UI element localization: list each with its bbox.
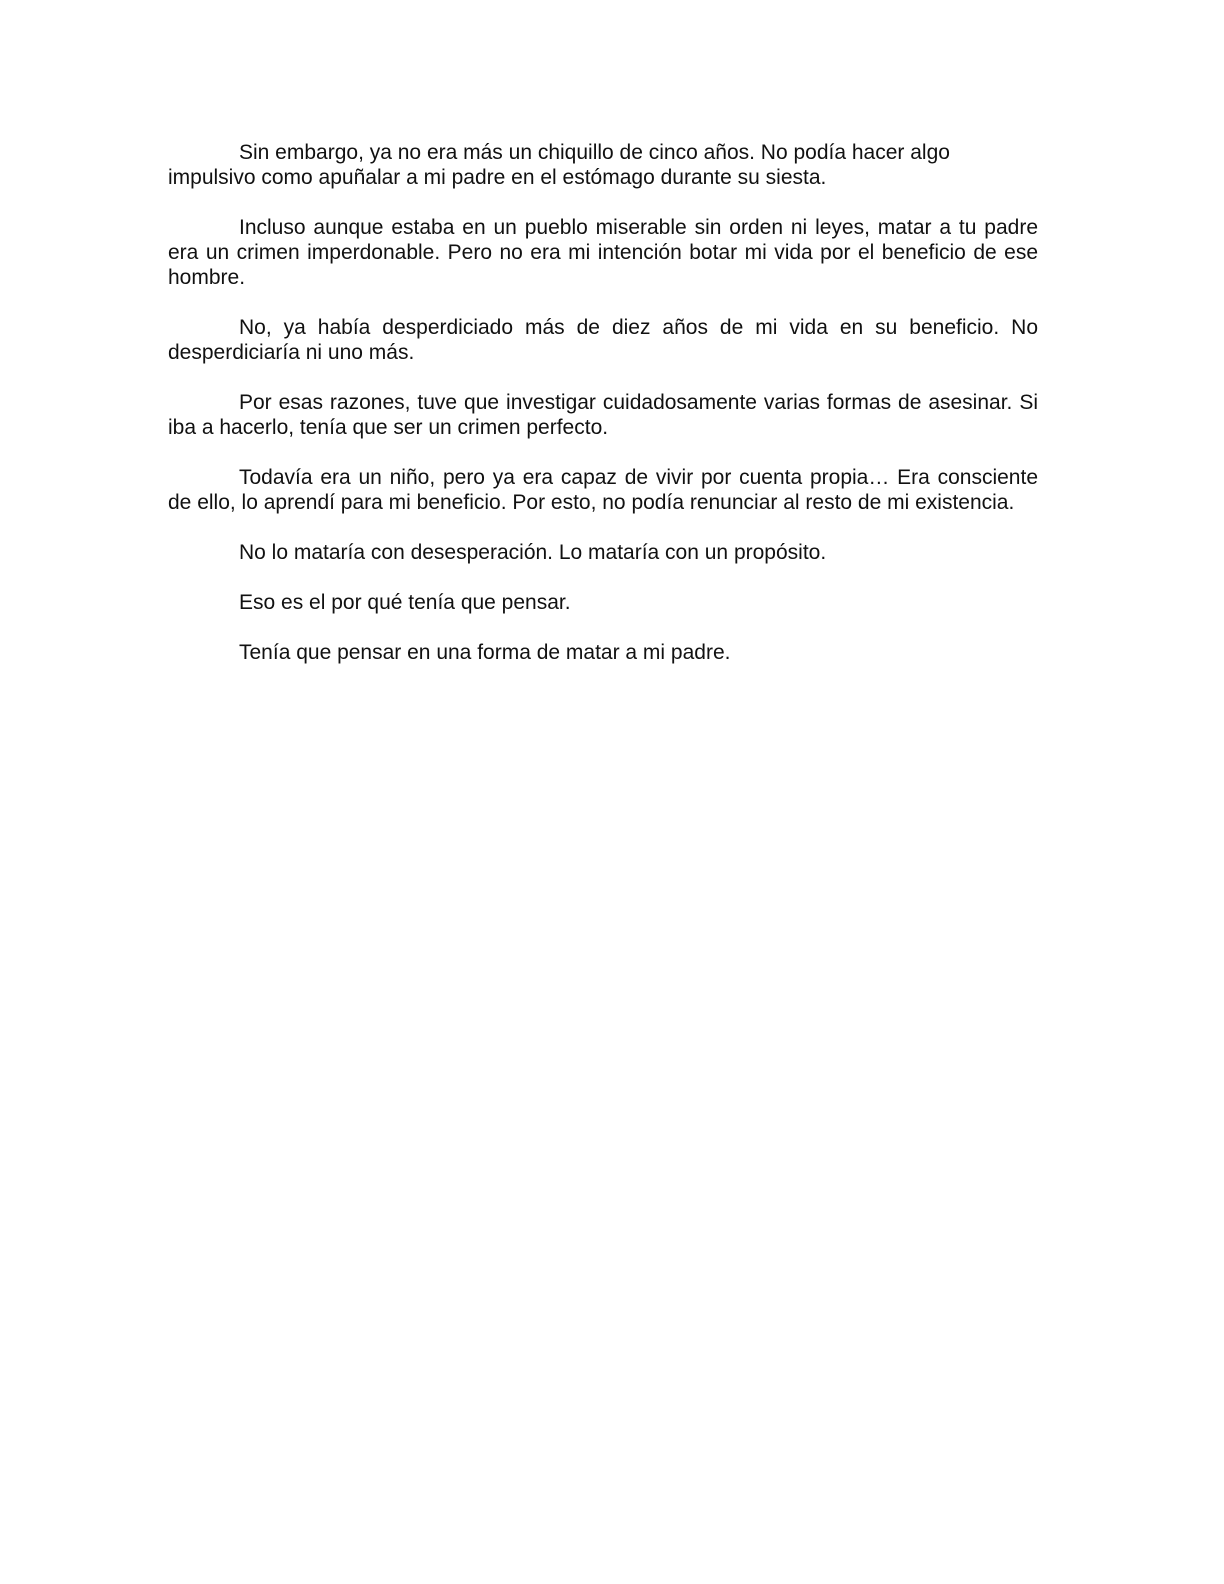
paragraph-5: Todavía era un niño, pero ya era capaz de vivir por cuenta propia… Era consciente de ello, lo aprendí para mi beneficio. Por esto, no podía renunciar al resto de mi existencia.: [168, 466, 1038, 514]
body-text: [168, 140, 1038, 690]
paragraph-4: Por esas razones, tuve que investigar cuidadosamente varias formas de asesinar. Si iba a hacerlo, tenía que ser un crimen perfecto.: [168, 391, 1038, 439]
paragraph-3: No, ya había desperdiciado más de diez años de mi vida en su beneficio. No desperdiciaría ni uno más.: [168, 316, 1038, 364]
paragraph-8: Tenía que pensar en una forma de matar a mi padre.: [239, 641, 731, 664]
paragraph-6: No lo mataría con desesperación. Lo mataría con un propósito.: [239, 541, 827, 564]
paragraph-2: Incluso aunque estaba en un pueblo miserable sin orden ni leyes, matar a tu padre era un crimen imperdonable. Pero no era mi intención botar mi vida por el beneficio de ese hombre.: [168, 216, 1038, 289]
paragraph-7: Eso es el por qué tenía que pensar.: [239, 591, 571, 614]
paragraph-1: Sin embargo, ya no era más un chiquillo de cinco años. No podía hacer algo impulsivo como apuñalar a mi padre en el estómago durante su siesta.: [168, 141, 950, 189]
